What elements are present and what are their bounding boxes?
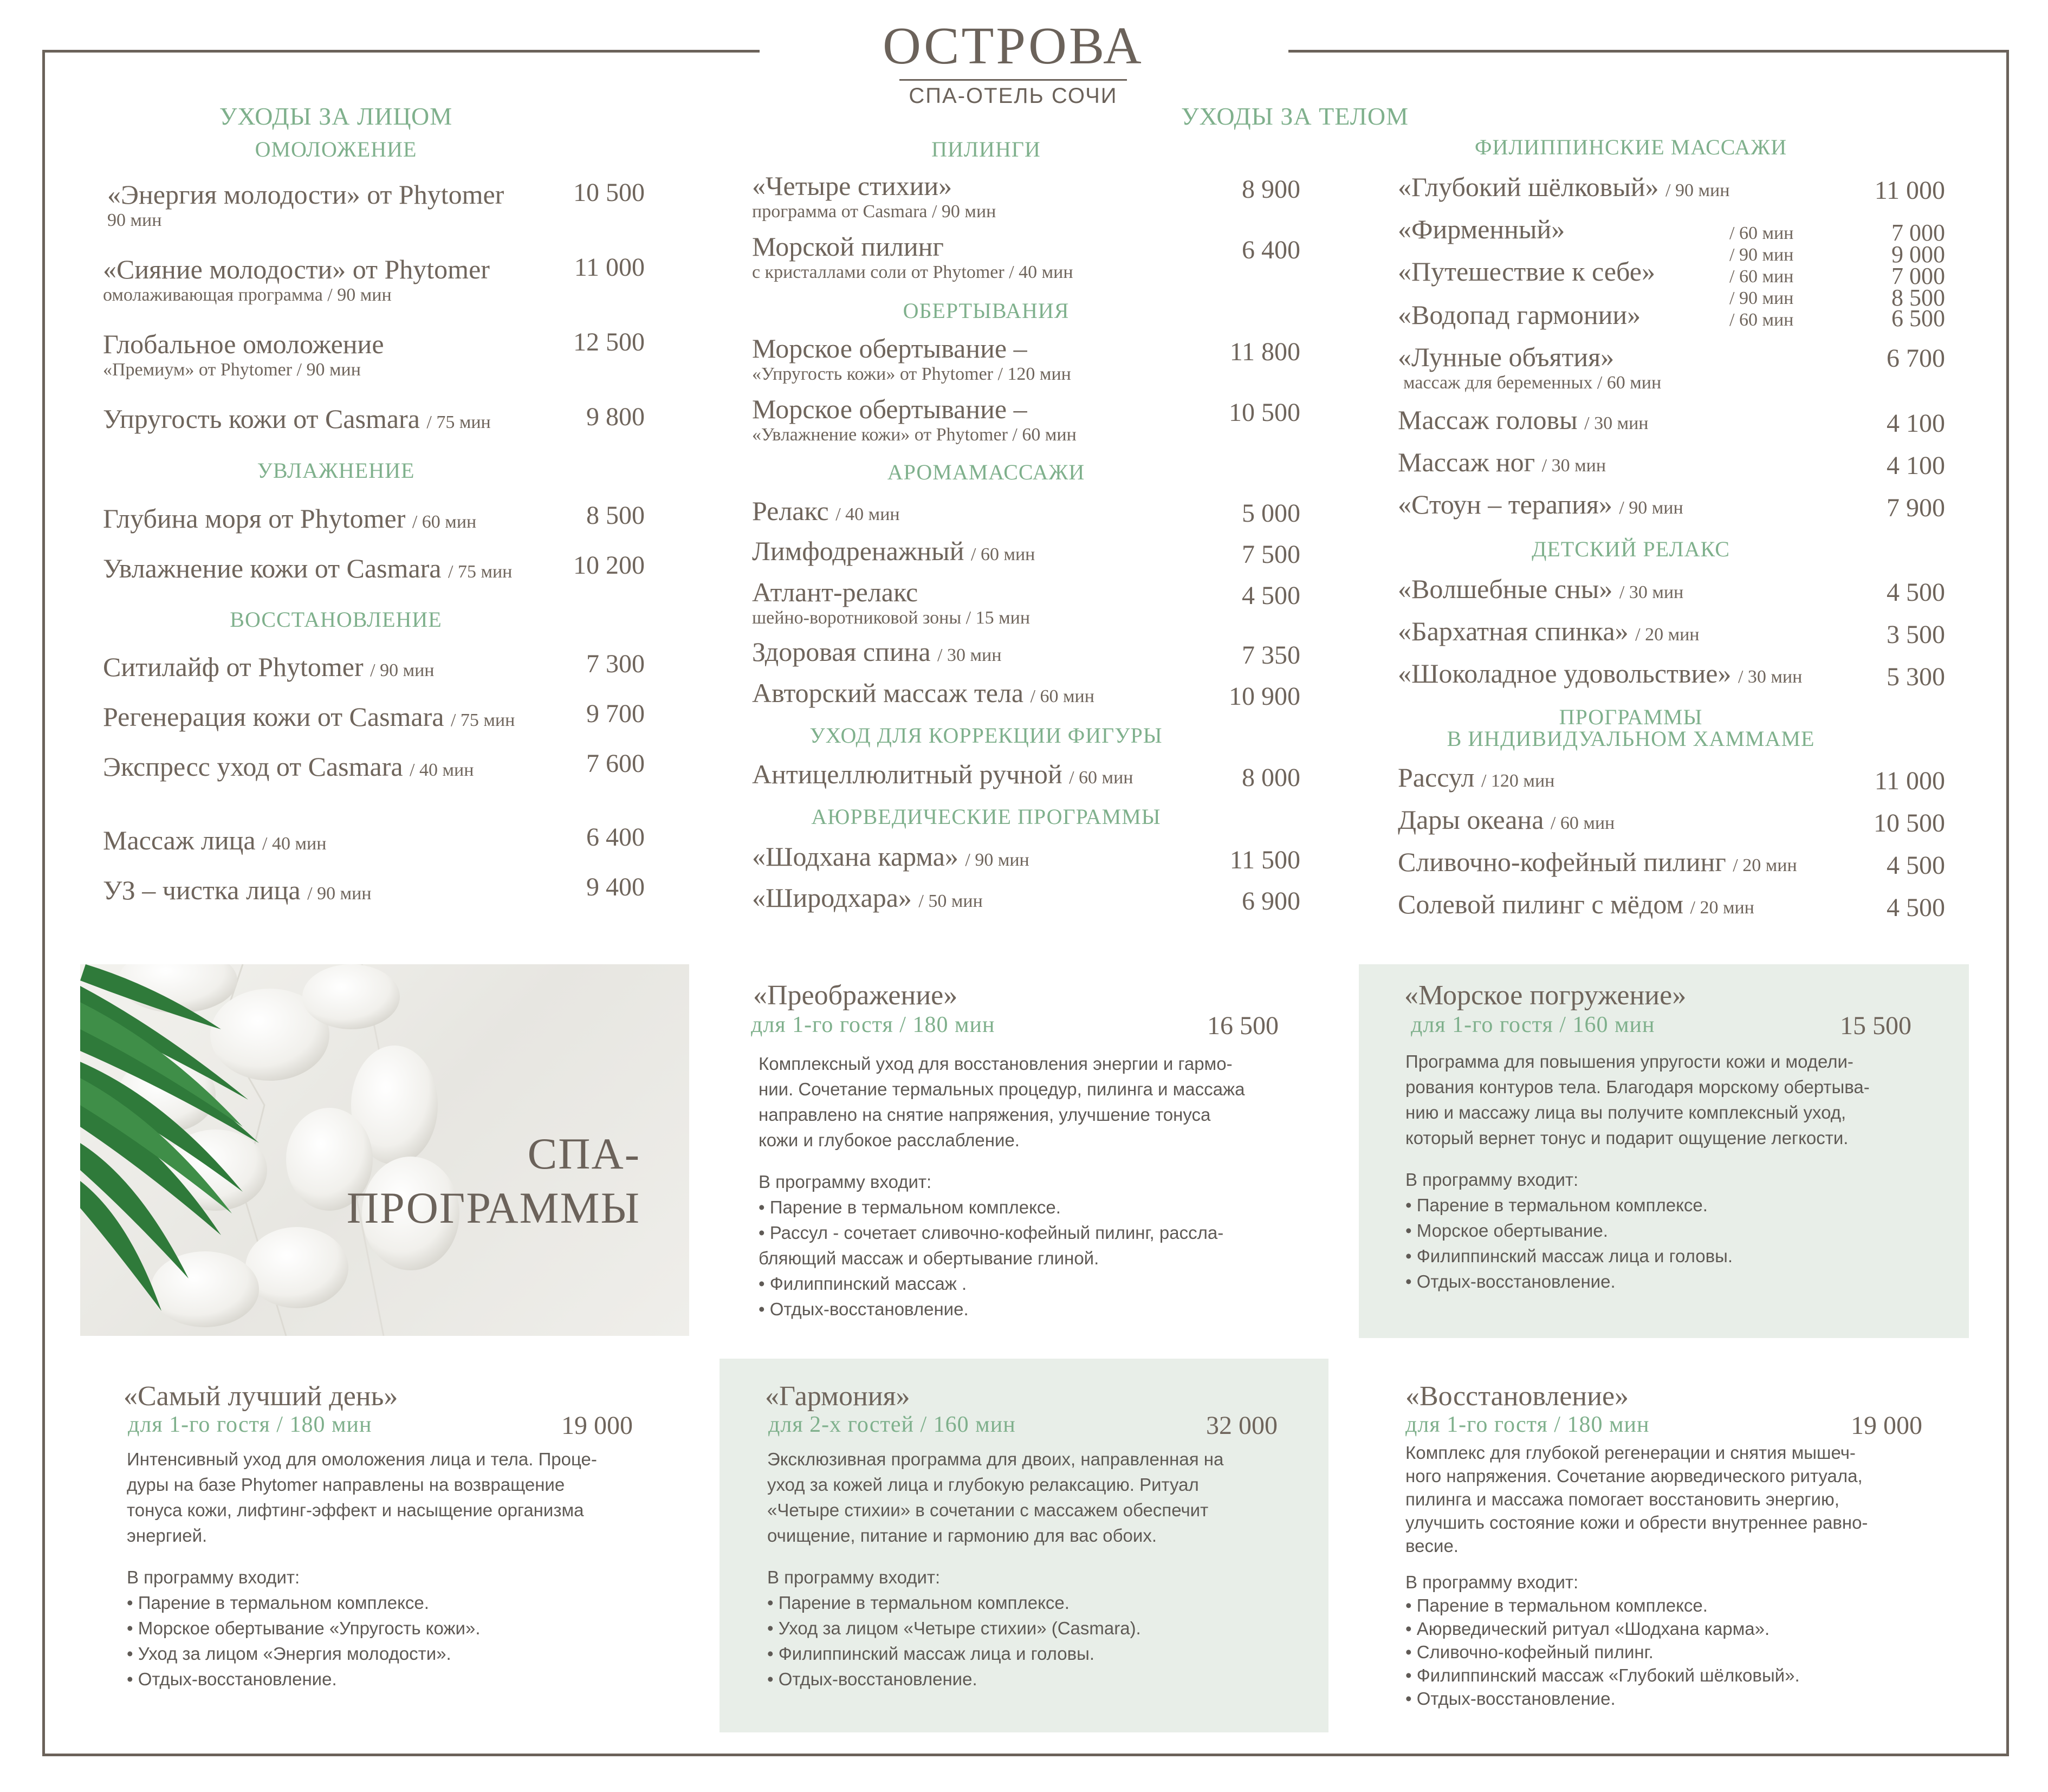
item-name: Релакс xyxy=(752,496,829,526)
menu-item xyxy=(103,553,512,584)
item-name: Массаж лица xyxy=(103,825,256,855)
menu-item xyxy=(1398,446,1606,478)
item-sub: «Упругость кожи» от Phytomer / 120 мин xyxy=(752,364,1071,384)
item-price: 11 000 xyxy=(1874,176,1945,205)
item-duration: / 40 мин xyxy=(262,834,327,854)
item-price: 9 400 xyxy=(586,873,645,901)
item-duration: / 60 мин xyxy=(1729,267,1794,287)
menu-item xyxy=(752,231,1073,283)
includes-item: • Сливочно-кофейный пилинг. xyxy=(1405,1642,1654,1662)
desc-line: пилинга и массажа помогает восстановить энергию, xyxy=(1405,1489,1839,1509)
item-price: 7 900 xyxy=(1887,494,1945,522)
desc-line: нии. Сочетание термальных процедур, пилинга и массажа xyxy=(759,1079,1245,1099)
menu-item xyxy=(1398,299,1641,330)
item-duration: / 60 мин xyxy=(1069,768,1133,788)
item-price: 4 500 xyxy=(1887,893,1945,922)
menu-item xyxy=(752,393,1077,445)
desc-line: Эксклюзивная программа для двоих, направленная на xyxy=(767,1449,1224,1469)
desc-line: кожи и глубокое расслабление. xyxy=(759,1130,1020,1150)
program-title: «Преображение» xyxy=(753,980,958,1011)
program-title: «Гармония» xyxy=(765,1381,910,1412)
program-subtitle: для 2-х гостей / 160 мин xyxy=(768,1412,1016,1437)
program-subtitle: для 1-го гостя / 180 мин xyxy=(751,1012,995,1037)
item-duration: / 30 мин xyxy=(937,645,1002,665)
logo xyxy=(878,16,1149,108)
item-price: 4 500 xyxy=(1242,581,1300,610)
includes-title: В программу входит: xyxy=(767,1567,941,1587)
section-peelings: ПИЛИНГИ xyxy=(931,137,1041,161)
item-name: «Лунные объятия» xyxy=(1398,342,1615,372)
menu-item xyxy=(1398,489,1683,520)
includes-item: • Отдых-восстановление. xyxy=(1405,1271,1616,1291)
menu-item xyxy=(103,751,474,782)
program-subtitle: для 1-го гостя / 180 мин xyxy=(128,1412,372,1437)
item-duration: / 90 мин xyxy=(1729,245,1794,265)
item-sub: массаж для беременных / 60 мин xyxy=(1403,373,1662,393)
item-duration: / 50 мин xyxy=(918,891,983,911)
includes-item: • Парение в термальном комплексе. xyxy=(1405,1595,1708,1615)
item-sub: «Увлажнение кожи» от Phytomer / 60 мин xyxy=(752,425,1077,445)
includes-item: • Филиппинский массаж . xyxy=(759,1274,967,1294)
menu-item xyxy=(752,841,1029,872)
item-price: 6 400 xyxy=(586,823,645,852)
item-name: «Бархатная спинка» xyxy=(1398,616,1629,646)
frame-left xyxy=(42,50,45,1756)
item-price: 12 500 xyxy=(573,328,645,356)
item-duration: / 30 мин xyxy=(1541,456,1606,476)
program-price: 16 500 xyxy=(1207,1011,1279,1040)
item-name: «Фирменный» xyxy=(1398,214,1565,244)
section-philippine: ФИЛИППИНСКИЕ МАССАЖИ xyxy=(1474,135,1787,159)
menu-item xyxy=(103,254,490,306)
program-description xyxy=(759,1051,1311,1322)
section-hammam-1: ПРОГРАММЫ xyxy=(1559,705,1703,729)
desc-line: улучшить состояние кожи и обрести внутреннее равно- xyxy=(1405,1512,1868,1533)
includes-item: • Парение в термальном комплексе. xyxy=(127,1593,429,1613)
item-name: Лимфодренажный xyxy=(752,536,964,566)
program-title: «Восстановление» xyxy=(1405,1381,1629,1412)
includes-item: • Уход за лицом «Четыре стихии» (Casmara). xyxy=(767,1618,1141,1638)
spa-title-line2: ПРОГРАММЫ xyxy=(346,1183,640,1232)
item-price: 10 500 xyxy=(1229,398,1300,427)
menu-item xyxy=(1398,762,1554,793)
menu-item xyxy=(1398,888,1754,920)
item-duration: / 30 мин xyxy=(1738,667,1803,687)
desc-line: направлено на снятие напряжения, улучшение тонуса xyxy=(759,1105,1211,1125)
item-price: 9 700 xyxy=(586,699,645,728)
program-price: 15 500 xyxy=(1840,1011,1911,1040)
desc-line: Комплексный уход для восстановления энергии и гармо- xyxy=(759,1054,1233,1074)
item-price: 6 400 xyxy=(1242,236,1300,264)
item-duration: / 90 мин xyxy=(1619,498,1683,518)
item-name: Атлант-релакс xyxy=(752,577,918,607)
desc-line: тонуса кожи, лифтинг-эффект и насыщение организма xyxy=(127,1500,584,1520)
spa-title-line1: СПА- xyxy=(527,1129,640,1178)
desc-line: дуры на базе Phytomer направлены на возвращение xyxy=(127,1475,565,1495)
item-name: Глобальное омоложение xyxy=(103,329,384,359)
item-sub: 90 мин xyxy=(107,210,162,230)
includes-item: бляющий массаж и обертывание глиной. xyxy=(759,1248,1099,1268)
item-duration: / 90 мин xyxy=(370,660,435,680)
frame-bottom xyxy=(42,1754,2009,1756)
item-name: Экспресс уход от Casmara xyxy=(103,751,403,782)
item-price: 8 500 xyxy=(586,501,645,530)
section-body-correction: УХОД ДЛЯ КОРРЕКЦИИ ФИГУРЫ xyxy=(809,723,1163,748)
item-name: «Сияние молодости» от Phytomer xyxy=(103,254,490,284)
spa-stones-image xyxy=(80,964,689,1336)
menu-item xyxy=(1398,804,1615,835)
item-price: 10 500 xyxy=(573,178,645,207)
item-duration: / 30 мин xyxy=(1584,413,1649,433)
menu-item xyxy=(752,535,1035,567)
item-name: Массаж ног xyxy=(1398,447,1535,477)
menu-item xyxy=(103,824,326,856)
includes-item: • Отдых-восстановление. xyxy=(1405,1689,1616,1709)
item-duration: / 20 мин xyxy=(1690,898,1754,918)
section-restoration: ВОССТАНОВЛЕНИЕ xyxy=(230,607,442,632)
item-duration: / 60 мин xyxy=(412,512,477,532)
menu-item xyxy=(1398,573,1683,605)
item-price: 10 500 xyxy=(1874,809,1945,837)
program-subtitle: для 1-го гостя / 180 мин xyxy=(1405,1412,1650,1437)
includes-title: В программу входит: xyxy=(127,1567,300,1587)
desc-line: рования контуров тела. Благодаря морскому обертыва- xyxy=(1405,1077,1870,1097)
item-price: 8 500 xyxy=(1891,284,1945,311)
item-price: 11 800 xyxy=(1229,337,1300,366)
item-price: 6 500 xyxy=(1891,305,1945,332)
item-duration: / 90 мин xyxy=(965,850,1029,870)
item-name: Дары океана xyxy=(1398,804,1544,835)
item-name: Антицеллюлитный ручной xyxy=(752,759,1062,789)
item-name: Авторский массаж тела xyxy=(752,678,1024,708)
menu-item xyxy=(752,677,1094,709)
item-price: 8 900 xyxy=(1242,175,1300,204)
item-duration: / 20 мин xyxy=(1635,625,1700,645)
includes-title: В программу входит: xyxy=(1405,1572,1579,1592)
item-name: Морской пилинг xyxy=(752,231,944,262)
program-card xyxy=(720,1359,1328,1732)
desc-line: ного напряжения. Сочетание аюрведического ритуала, xyxy=(1405,1466,1863,1486)
item-duration: / 60 мин xyxy=(1030,686,1094,706)
item-name: «Широдхара» xyxy=(752,882,912,913)
program-title: «Морское погружение» xyxy=(1404,980,1687,1011)
includes-item: • Морское обертывание. xyxy=(1405,1220,1608,1241)
item-sub: программа от Casmara / 90 мин xyxy=(752,202,996,222)
menu-item xyxy=(752,576,1030,628)
desc-line: Комплекс для глубокой регенерации и снятия мышеч- xyxy=(1405,1443,1856,1463)
item-name: Сливочно-кофейный пилинг xyxy=(1398,847,1726,877)
item-price: 7 500 xyxy=(1242,540,1300,569)
menu-item xyxy=(1398,341,1661,393)
item-name: Упругость кожи от Casmara xyxy=(103,404,420,434)
item-name: Регенерация кожи от Casmara xyxy=(103,702,444,732)
item-price: 4 500 xyxy=(1887,851,1945,880)
item-duration: / 30 мин xyxy=(1619,582,1684,602)
section-heading-body: УХОДЫ ЗА ТЕЛОМ xyxy=(1181,102,1409,130)
program-card xyxy=(1359,1359,1969,1738)
includes-title: В программу входит: xyxy=(759,1172,932,1192)
item-price: 8 000 xyxy=(1242,763,1300,792)
item-name: Увлажнение кожи от Casmara xyxy=(103,553,442,583)
item-duration: / 20 мин xyxy=(1733,855,1797,875)
item-duration: / 75 мин xyxy=(448,562,513,582)
item-name: «Шодхана карма» xyxy=(752,841,958,872)
item-price: 11 000 xyxy=(574,253,645,282)
menu-item xyxy=(1398,846,1797,878)
menu-item xyxy=(1398,171,1729,203)
item-name: УЗ – чистка лица xyxy=(103,875,301,905)
section-rejuvenation: ОМОЛОЖЕНИЕ xyxy=(255,137,417,161)
includes-item: • Парение в термальном комплексе. xyxy=(1405,1195,1708,1215)
includes-item: • Отдых-восстановление. xyxy=(127,1669,337,1689)
program-description xyxy=(1405,1441,1958,1710)
item-price: 3 500 xyxy=(1887,620,1945,649)
includes-item: • Аюрведический ритуал «Шодхана карма». xyxy=(1405,1619,1770,1639)
menu-item xyxy=(103,403,491,434)
item-sub: шейно-воротниковой зоны / 15 мин xyxy=(752,608,1031,628)
item-duration: / 90 мин xyxy=(307,884,372,904)
menu-item xyxy=(1398,404,1649,436)
menu-item xyxy=(103,651,435,683)
menu-item xyxy=(752,495,900,527)
item-price: 10 200 xyxy=(573,551,645,580)
frame-top-left xyxy=(42,50,760,53)
item-price: 7 600 xyxy=(586,749,645,778)
item-price: 7 350 xyxy=(1242,641,1300,670)
item-name: Здоровая спина xyxy=(752,637,931,667)
item-price: 11 500 xyxy=(1229,846,1300,874)
item-name: Глубина моря от Phytomer xyxy=(103,503,406,534)
item-name: «Волшебные сны» xyxy=(1398,574,1613,604)
desc-line: очищение, питание и гармонию для вас обоих. xyxy=(767,1525,1157,1546)
desc-line: «Четыре стихии» в сочетании с массажем обеспечит xyxy=(767,1500,1209,1520)
logo-title: ОСТРОВА xyxy=(883,17,1144,75)
item-price: 9 800 xyxy=(586,402,645,431)
menu-item xyxy=(103,701,515,732)
section-kids: ДЕТСКИЙ РЕЛАКС xyxy=(1532,537,1730,561)
program-card xyxy=(1359,964,1969,1338)
program-title: «Самый лучший день» xyxy=(124,1381,398,1412)
item-duration: / 60 мин xyxy=(1729,223,1794,243)
item-name: «Энергия молодости» от Phytomer xyxy=(107,179,504,210)
menu-item xyxy=(752,882,983,913)
item-duration: / 60 мин xyxy=(971,544,1035,564)
includes-item: • Отдых-восстановление. xyxy=(767,1669,977,1689)
program-price: 19 000 xyxy=(1851,1411,1922,1440)
item-price: 4 100 xyxy=(1887,451,1945,480)
item-duration: / 75 мин xyxy=(426,412,491,432)
includes-item: • Парение в термальном комплексе. xyxy=(767,1593,1070,1613)
item-price: 5 300 xyxy=(1887,663,1945,691)
item-price: 7 000 xyxy=(1891,263,1945,289)
desc-line: который вернет тонус и подарит ощущение легкости. xyxy=(1405,1128,1849,1148)
frame-top-right xyxy=(1288,50,2009,53)
item-duration: / 90 мин xyxy=(1729,288,1794,308)
menu-item xyxy=(107,179,504,231)
includes-item: • Филиппинский массаж лица и головы. xyxy=(767,1644,1094,1664)
program-subtitle: для 1-го гостя / 160 мин xyxy=(1411,1012,1655,1037)
desc-line: Программа для повышения упругости кожи и модели- xyxy=(1405,1051,1853,1072)
includes-item: • Уход за лицом «Энергия молодости». xyxy=(127,1644,451,1664)
includes-title: В программу входит: xyxy=(1405,1170,1579,1190)
frame-right xyxy=(2006,50,2009,1756)
item-price: 11 000 xyxy=(1874,767,1945,795)
menu-item xyxy=(752,333,1071,385)
spa-programs-title xyxy=(347,1127,640,1235)
menu-item xyxy=(752,636,1001,667)
item-price: 7 000 xyxy=(1891,219,1945,246)
program-card xyxy=(80,1359,689,1716)
item-name: Рассул xyxy=(1398,762,1475,793)
program-description xyxy=(767,1446,1320,1692)
program-description xyxy=(1405,1049,1958,1294)
item-duration: / 90 мин xyxy=(1665,180,1730,200)
menu-item xyxy=(1398,256,1655,287)
item-price: 6 900 xyxy=(1242,887,1300,916)
section-aromamassage: АРОМАМАССАЖИ xyxy=(887,460,1085,484)
item-name: «Водопад гармонии» xyxy=(1398,300,1641,330)
item-sub: «Премиум» от Phytomer / 90 мин xyxy=(103,360,361,380)
item-price: 4 500 xyxy=(1887,578,1945,607)
item-price: 6 700 xyxy=(1887,344,1945,373)
menu-item xyxy=(1398,615,1700,647)
menu-item xyxy=(103,874,371,906)
section-heading-face: УХОДЫ ЗА ЛИЦОМ xyxy=(219,102,453,130)
menu-item xyxy=(103,503,476,534)
item-name: «Четыре стихии» xyxy=(752,171,952,201)
desc-line: нию и массажу лица вы получите комплексный уход, xyxy=(1405,1102,1846,1122)
item-name: «Путешествие к себе» xyxy=(1398,256,1655,287)
menu-item xyxy=(1398,213,1565,245)
desc-line: уход за кожей лица и глубокую релаксацию. Ритуал xyxy=(767,1475,1199,1495)
item-duration: / 75 мин xyxy=(450,710,515,730)
item-price: 9 000 xyxy=(1891,241,1945,268)
desc-line: Интенсивный уход для омоложения лица и тела. Проце- xyxy=(127,1449,597,1469)
program-card xyxy=(721,964,1322,1338)
item-duration: / 120 мин xyxy=(1481,771,1555,791)
program-description xyxy=(127,1446,679,1692)
item-sub: омолаживающая программа / 90 мин xyxy=(103,285,392,305)
program-price: 32 000 xyxy=(1206,1411,1278,1440)
includes-item: • Парение в термальном комплексе. xyxy=(759,1197,1061,1217)
item-name: «Шоколадное удовольствие» xyxy=(1398,658,1732,689)
logo-subtitle: СПА-ОТЕЛЬ СОЧИ xyxy=(909,84,1118,108)
includes-item: • Филиппинский массаж «Глубокий шёлковый». xyxy=(1405,1665,1800,1685)
item-price: 5 000 xyxy=(1242,499,1300,528)
section-hammam-2: В ИНДИВИДУАЛЬНОМ ХАММАМЕ xyxy=(1447,726,1815,751)
section-hydration: УВЛАЖНЕНИЕ xyxy=(257,458,415,483)
item-name: Солевой пилинг с мёдом xyxy=(1398,889,1684,919)
item-sub: с кристаллами соли от Phytomer / 40 мин xyxy=(752,262,1073,282)
item-name: Массаж головы xyxy=(1398,405,1578,435)
item-duration: / 40 мин xyxy=(835,504,900,524)
item-duration: / 60 мин xyxy=(1550,813,1615,833)
item-price: 4 100 xyxy=(1887,409,1945,438)
section-ayurveda: АЮРВЕДИЧЕСКИЕ ПРОГРАММЫ xyxy=(811,804,1161,829)
logo-divider xyxy=(899,79,1127,81)
item-duration: / 60 мин xyxy=(1729,310,1794,330)
desc-line: весие. xyxy=(1405,1536,1459,1556)
includes-item: • Филиппинский массаж лица и головы. xyxy=(1405,1246,1733,1266)
program-price: 19 000 xyxy=(561,1411,633,1440)
item-price: 10 900 xyxy=(1229,682,1300,711)
item-name: Морское обертывание – xyxy=(752,394,1027,424)
item-price: 7 300 xyxy=(586,650,645,678)
item-name: «Глубокий шёлковый» xyxy=(1398,172,1659,202)
includes-item: • Отдых-восстановление. xyxy=(759,1299,969,1319)
item-name: Морское обертывание – xyxy=(752,333,1027,363)
menu-item xyxy=(752,758,1133,790)
item-duration: / 40 мин xyxy=(410,760,474,780)
includes-item: • Морское обертывание «Упругость кожи». xyxy=(127,1618,481,1638)
includes-item: • Рассул - сочетает сливочно-кофейный пилинг, рассла- xyxy=(759,1223,1224,1243)
desc-line: энергией. xyxy=(127,1525,208,1546)
menu-item xyxy=(103,328,384,380)
item-name: Ситилайф от Phytomer xyxy=(103,652,364,682)
menu-item xyxy=(752,170,996,222)
item-name: «Стоун – терапия» xyxy=(1398,489,1612,520)
menu-item xyxy=(1398,658,1802,689)
section-wraps: ОБЕРТЫВАНИЯ xyxy=(903,298,1070,323)
